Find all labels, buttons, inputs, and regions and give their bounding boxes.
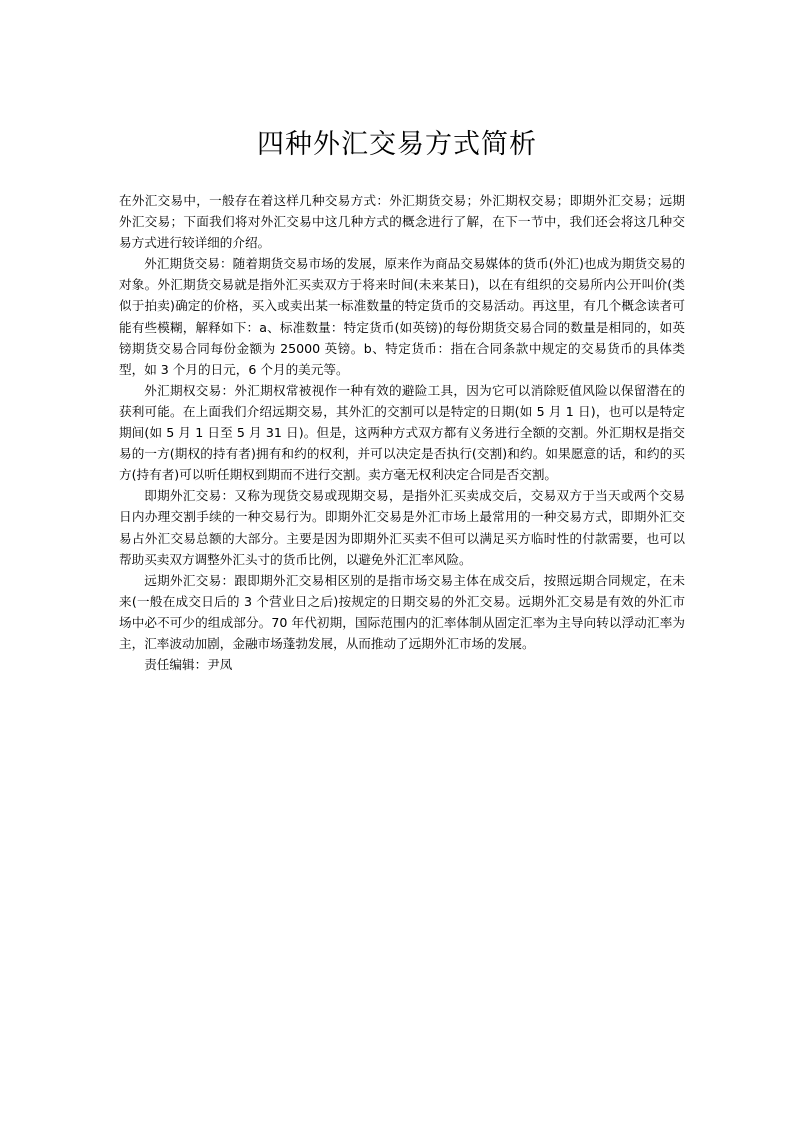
futures-paragraph: 外汇期货交易：随着期货交易市场的发展，原来作为商品交易媒体的货币(外汇)也成为期货交易的对象。外汇期货交易就是指外汇买卖双方于将来时间(未来某日)，以在有组织的交易所内公开叫价(类似于拍卖)确定的价格，买入或卖出某一标准数量的特定货币的交易活动。再这里，有几个概念读者可能有些模糊，解释如下：a、标准数量：特定货币(如英镑)的每份期货交易合同的数量是相同的，如英镑期货交易合同每份金额为 25000 英镑。b、特定货币：指在合同条款中规定的交易货币的具体类型，如 3 个月的日元，6 个月的美元等。 — [119, 256, 685, 377]
page-title: 四种外汇交易方式简析 — [257, 129, 537, 160]
editor-credit: 责任编辑：尹凤 — [144, 657, 233, 673]
spot-paragraph: 即期外汇交易：又称为现货交易或现期交易，是指外汇买卖成交后，交易双方于当天或两个交易日内办理交割手续的一种交易行为。即期外汇交易是外汇市场上最常用的一种交易方式，即期外汇交易占外汇交易总额的大部分。主要是因为即期外汇买卖不但可以满足买方临时性的付款需要，也可以帮助买卖双方调整外汇头寸的货币比例，以避免外汇汇率风险。 — [119, 488, 685, 567]
forward-paragraph: 远期外汇交易：跟即期外汇交易相区别的是指市场交易主体在成交后，按照远期合同规定，在未来(一般在成交日后的 3 个营业日之后)按规定的日期交易的外汇交易。远期外汇交易是有效的外汇市场中必不可少的组成部分。70 年代初期，国际范围内的汇率体制从固定汇率为主导向转以浮动汇率为主，汇率波动加剧，金融市场蓬勃发展，从而推动了远期外汇市场的发展。 — [119, 572, 685, 651]
article-body — [119, 190, 685, 675]
intro-paragraph: 在外汇交易中，一般存在着这样几种交易方式：外汇期货交易；外汇期权交易；即期外汇交易；远期外汇交易；下面我们将对外汇交易中这几种方式的概念进行了解，在下一节中，我们还会将这几种交易方式进行较详细的介绍。 — [119, 193, 685, 251]
options-paragraph: 外汇期权交易：外汇期权常被视作一种有效的避险工具，因为它可以消除贬值风险以保留潜在的获利可能。在上面我们介绍远期交易，其外汇的交割可以是特定的日期(如 5 月 1 日)，也可以是特定期间(如 5 月 1 日至 5 月 31 日)。但是，这两种方式双方都有义务进行全额的交割。外汇期权是指交易的一方(期权的持有者)拥有和约的权利，并可以决定是否执行(交割)和约。如果愿意的话，和约的买方(持有者)可以听任期权到期而不进行交割。卖方毫无权利决定合同是否交割。 — [119, 382, 685, 483]
